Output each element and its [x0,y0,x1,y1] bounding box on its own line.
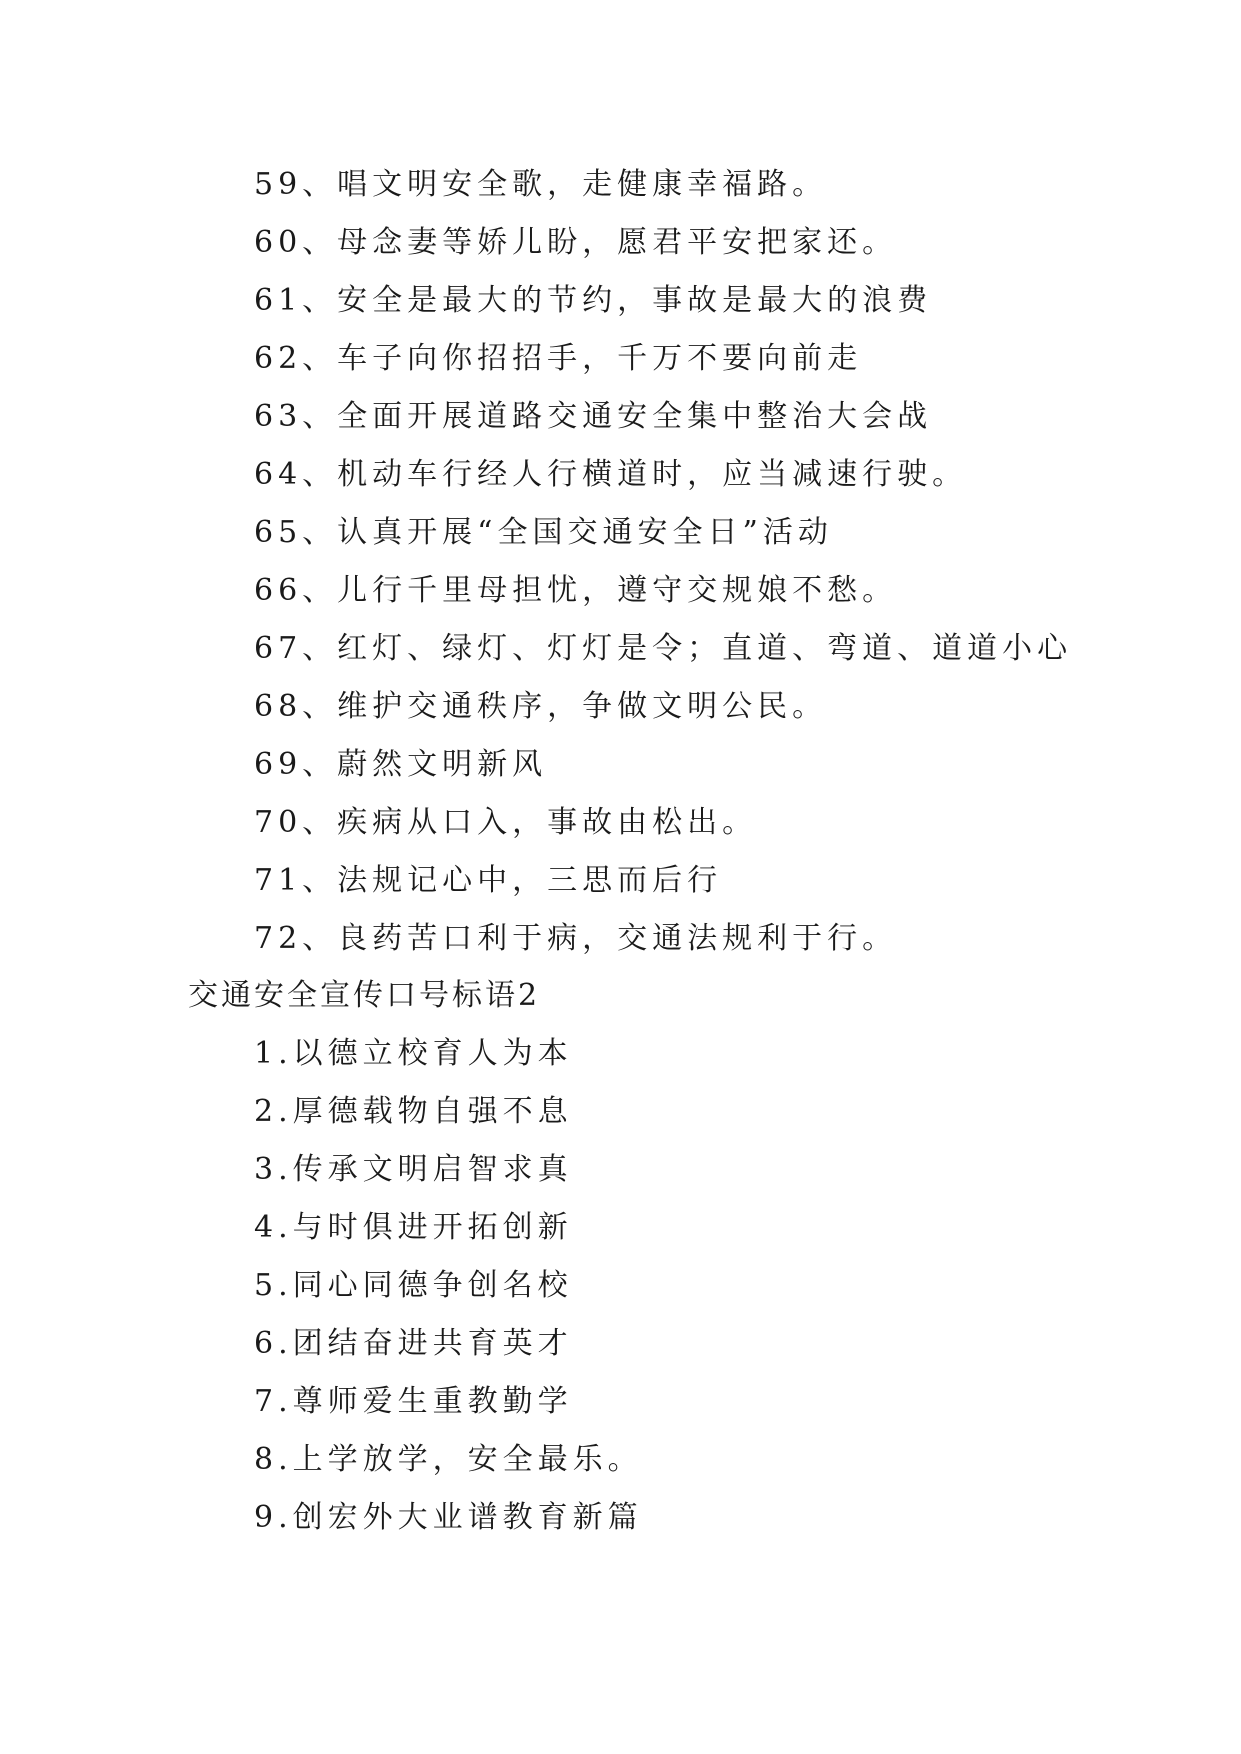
slogan-item: 72、良药苦口利于病，交通法规利于行。 [254,921,898,956]
motto-item: 5.同心同德争创名校 [254,1268,573,1303]
motto-item: 1.以德立校育人为本 [254,1036,573,1071]
motto-item: 4.与时俱进开拓创新 [254,1210,573,1245]
slogan-item: 62、车子向你招招手，千万不要向前走 [254,341,863,376]
slogan-item: 59、唱文明安全歌，走健康幸福路。 [254,167,828,202]
slogan-item: 66、儿行千里母担忧，遵守交规娘不愁。 [254,573,898,608]
slogan-item: 63、全面开展道路交通安全集中整治大会战 [254,399,933,434]
motto-item: 6.团结奋进共育英才 [254,1326,573,1361]
motto-item: 9.创宏外大业谱教育新篇 [254,1500,643,1535]
slogan-item: 60、母念妻等娇儿盼，愿君平安把家还。 [254,225,898,260]
motto-item: 8.上学放学，安全最乐。 [254,1442,643,1477]
slogan-item: 68、维护交通秩序，争做文明公民。 [254,689,828,724]
slogan-item: 67、红灯、绿灯、灯灯是令；直道、弯道、道道小心 [254,631,1073,666]
slogan-item: 69、蔚然文明新风 [254,747,548,782]
slogan-item: 70、疾病从口入，事故由松出。 [254,805,758,840]
motto-item: 2.厚德载物自强不息 [254,1094,573,1129]
motto-item: 3.传承文明启智求真 [254,1152,573,1187]
motto-item: 7.尊师爱生重教勤学 [254,1384,573,1419]
section-heading: 交通安全宣传口号标语2 [188,978,541,1013]
slogan-item: 64、机动车行经人行横道时，应当减速行驶。 [254,457,968,492]
slogan-item: 71、法规记心中，三思而后行 [254,863,723,898]
slogan-item: 65、认真开展“全国交通安全日”活动 [254,515,833,550]
slogan-item: 61、安全是最大的节约，事故是最大的浪费 [254,283,933,318]
